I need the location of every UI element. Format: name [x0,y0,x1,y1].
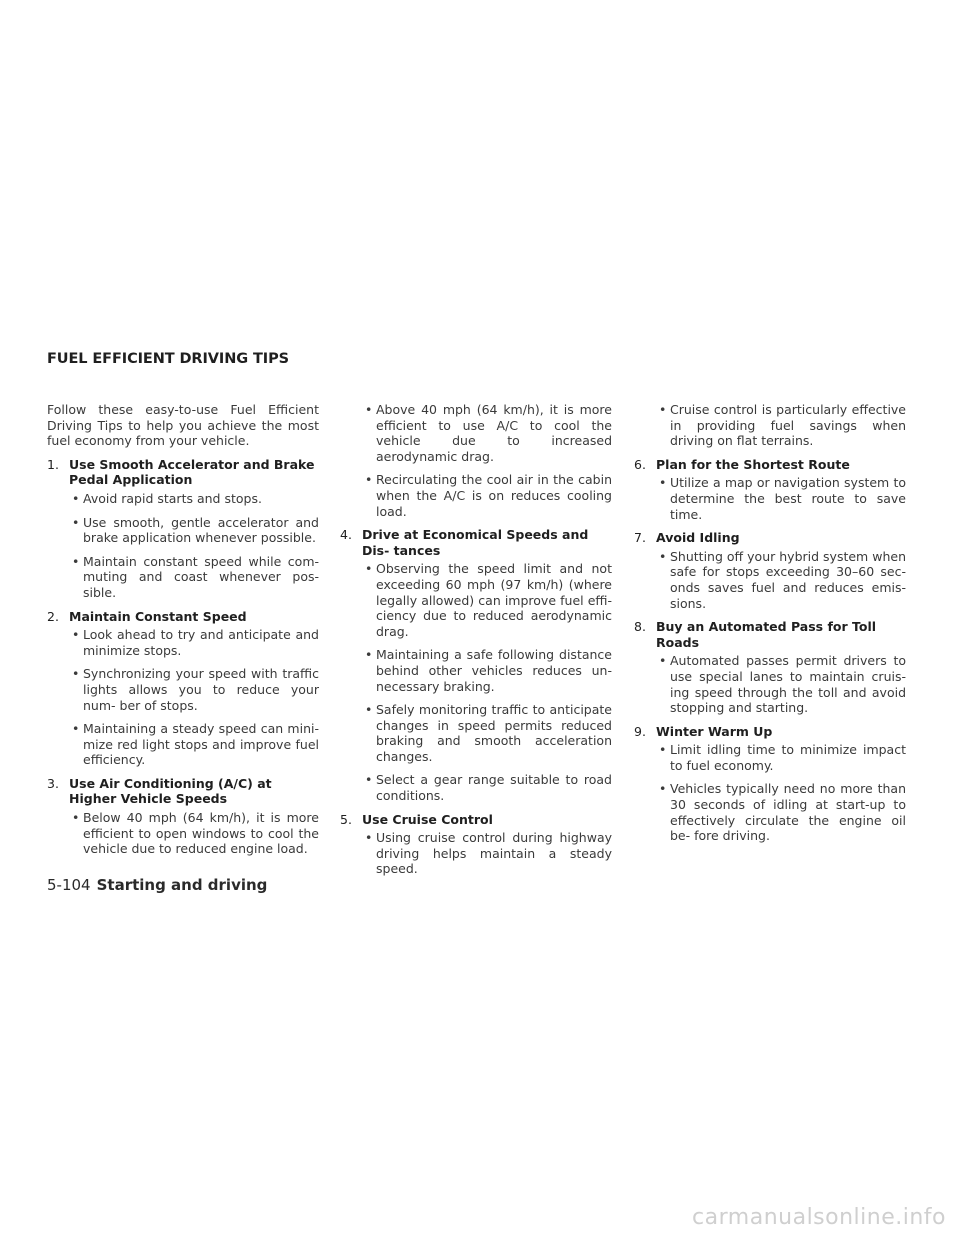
list-item: • Maintain constant speed while com- muting and coast whenever pos- sible. [72,553,319,600]
page-footer [47,878,267,894]
list-item: • Synchronizing your speed with traffic lights allows you to reduce your num- ber of stops. [72,666,319,713]
list-item: • Below 40 mph (64 km/h), it is more efficient to open windows to cool the vehicle due to reduced engine load. [72,810,319,857]
list-item: • Maintaining a safe following distance behind other vehicles reduces un- necessary braking. [365,647,612,694]
list-item: • Look ahead to try and anticipate and minimize stops. [72,627,319,658]
column-3 [634,402,906,852]
list-item: • Maintaining a steady speed can mini- mize red light stops and improve fuel efficiency. [72,721,319,768]
list-item: • Use smooth, gentle accelerator and brake application whenever possible. [72,514,319,546]
list-item: • Vehicles typically need no more than 30 seconds of idling at start-up to effectively circulate the engine oil be- fore driving. [659,781,906,844]
section-title: 5. Use Cruise Control [340,811,493,827]
section-title: 9. Winter Warm Up [634,723,773,739]
list-item: • Limit idling time to minimize impact to fuel economy. [659,742,906,773]
section-title: 4. Drive at Economical Speeds and Dis- tances [340,527,589,558]
list-item: • Avoid rapid starts and stops. [72,490,262,506]
section-title: 1. Use Smooth Accelerator and Brake Pedal Application [47,456,315,488]
section-title: 7. Avoid Idling [634,530,740,546]
section-title: 6. Plan for the Shortest Route [634,456,850,472]
column-1 [47,402,319,865]
section-title: 8. Buy an Automated Pass for Toll Roads [634,619,877,650]
list-item: • Using cruise control during highway driving helps maintain a steady speed. [365,830,612,877]
list-item: • Above 40 mph (64 km/h), it is more efficient to use A/C to cool the vehicle due to increased aerodynamic drag. [365,402,612,464]
list-item: • Utilize a map or navigation system to determine the best route to save time. [659,475,906,522]
page-title: FUEL EFFICIENT DRIVING TIPS [47,351,289,367]
section-title: 3. Use Air Conditioning (A/C) at Higher Vehicle Speeds [47,775,272,807]
list-item: • Cruise control is particularly effective in providing fuel savings when driving on flat terrains. [659,402,906,449]
list-item: • Select a gear range suitable to road conditions. [365,772,612,804]
list-item: • Observing the speed limit and not exceeding 60 mph (97 km/h) (where legally allowed) can improve fuel effi- ciency due to reduced aerodynamic drag. [365,561,612,639]
list-item: • Recirculating the cool air in the cabin when the A/C is on reduces cooling load. [365,472,612,519]
list-item: • Safely monitoring traffic to anticipate changes in speed permits reduced braking and smooth acceleration changes. [365,702,612,764]
list-item: • Shutting off your hybrid system when safe for stops exceeding 30–60 sec- onds saves fuel and reduces emis- sions. [659,548,906,611]
intro-paragraph: Follow these easy-to-use Fuel Efficient Driving Tips to help you achieve the most fuel economy from your vehicle. [47,402,319,449]
section-title: 2. Maintain Constant Speed [47,608,247,624]
page-number: 5-104 [47,876,91,894]
column-2 [340,402,612,885]
footer-section-title: Starting and driving [96,876,268,894]
list-item: • Automated passes permit drivers to use special lanes to maintain cruis- ing speed through the toll and avoid stopping and starting. [659,653,906,716]
watermark: carmanualsonline.info [692,1205,946,1230]
